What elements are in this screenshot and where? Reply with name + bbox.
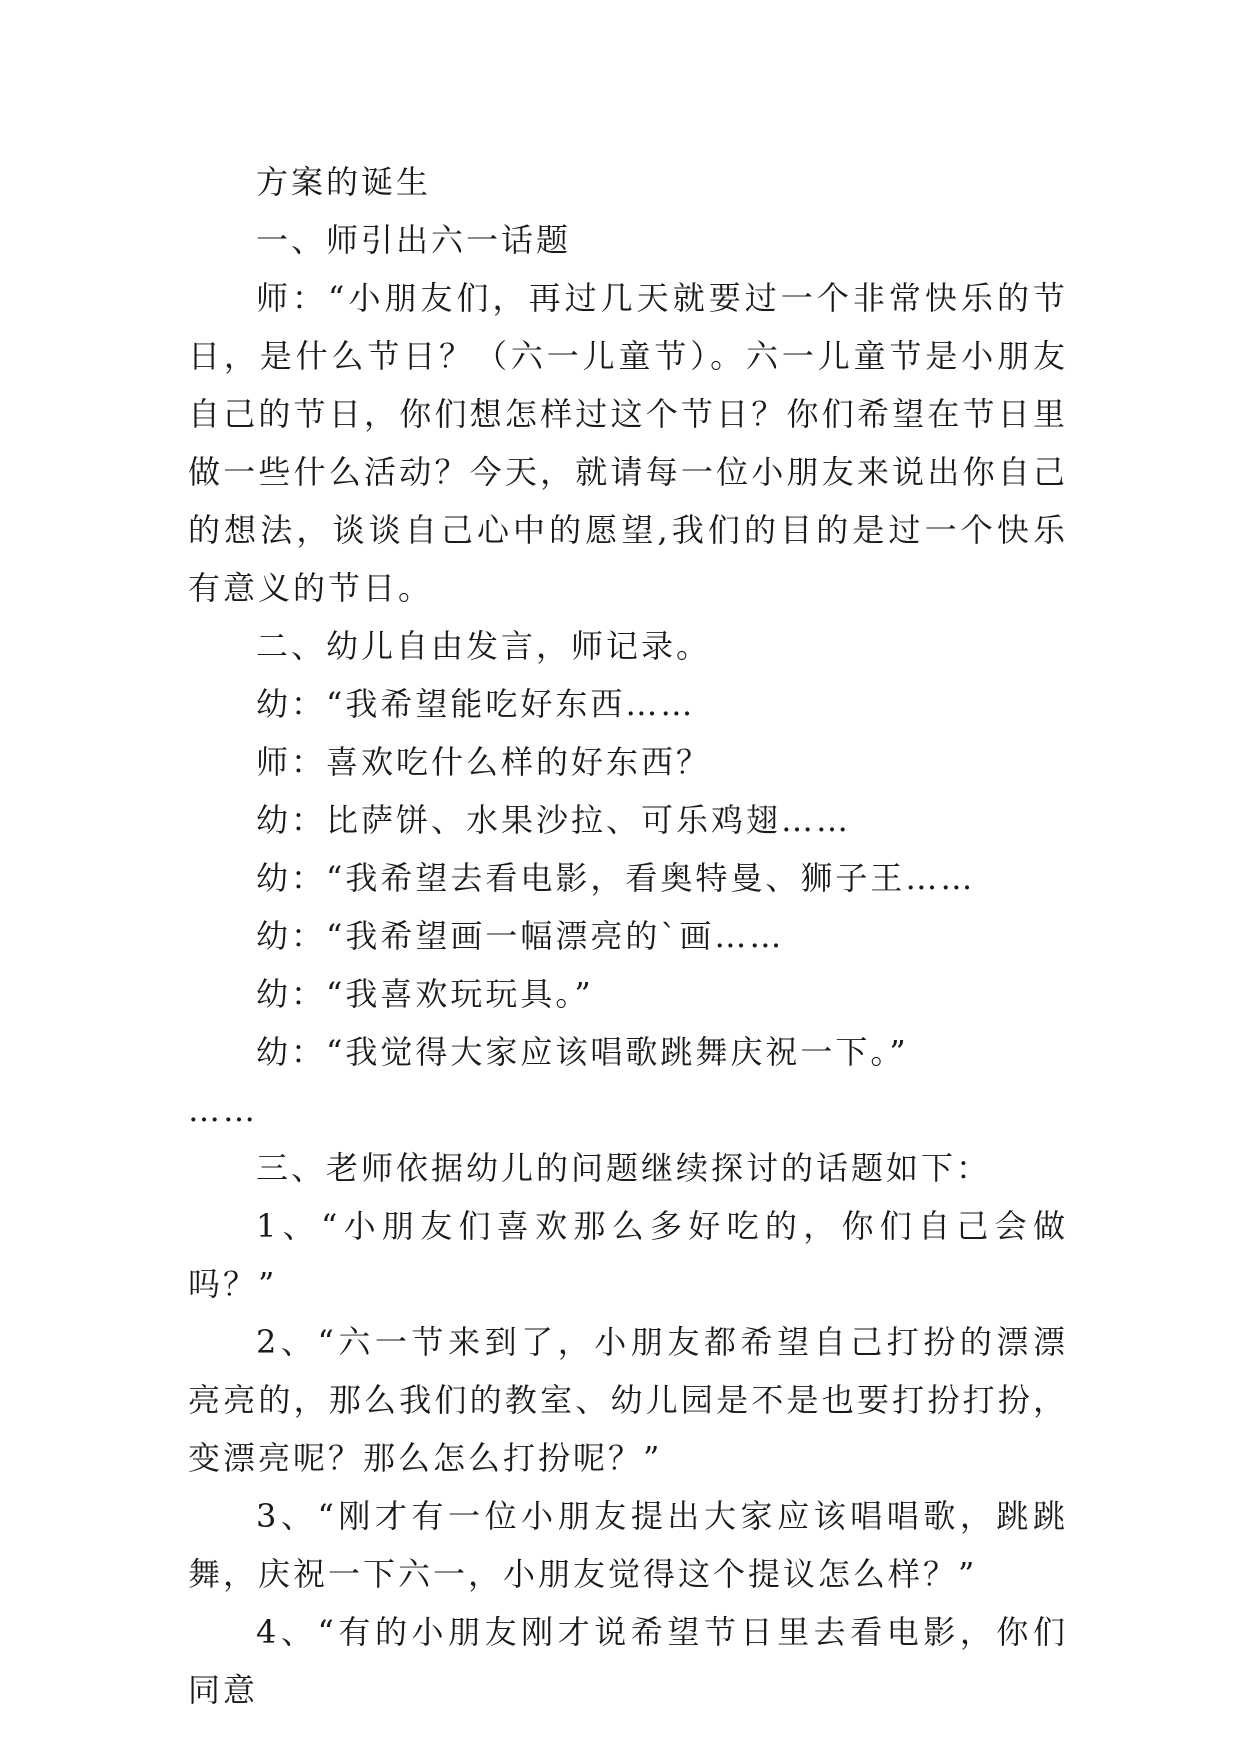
document-body bbox=[188, 153, 1068, 1719]
paragraph-title: 方案的诞生 bbox=[256, 163, 432, 201]
paragraph-child-4: 幼：“我希望画一幅漂亮的`画…… bbox=[256, 917, 785, 955]
paragraph-topic-2: 2、“六一节来到了，小朋友都希望自己打扮的漂漂亮亮的，那么我们的教室、幼儿园是不是也要打扮打扮，变漂亮呢？那么怎么打扮呢？” bbox=[188, 1323, 1068, 1477]
paragraph-child-3: 幼：“我希望去看电影，看奥特曼、狮子王…… bbox=[256, 859, 976, 897]
paragraph-teacher-intro: 师：“小朋友们，再过几天就要过一个非常快乐的节日，是什么节日？（六一儿童节）。六一儿童节是小朋友自己的节日，你们想怎样过这个节日？你们希望在节日里做一些什么活动？今天，就请每一位小朋友来说出你自己的想法，谈谈自己心中的愿望,我们的目的是过一个快乐有意义的节日。 bbox=[188, 279, 1068, 607]
paragraph-section-1-heading: 一、师引出六一话题 bbox=[256, 221, 572, 259]
paragraph-topic-3: 3、“刚才有一位小朋友提出大家应该唱唱歌，跳跳舞，庆祝一下六一，小朋友觉得这个提议怎么样？” bbox=[188, 1497, 1068, 1593]
paragraph-child-6: 幼：“我觉得大家应该唱歌跳舞庆祝一下。” bbox=[256, 1033, 909, 1071]
paragraph-topic-1: 1、“小朋友们喜欢那么多好吃的，你们自己会做吗？” bbox=[188, 1207, 1068, 1303]
paragraph-child-1: 幼：“我希望能吃好东西…… bbox=[256, 685, 696, 723]
paragraph-topic-4: 4、“有的小朋友刚才说希望节日里去看电影，你们同意 bbox=[188, 1613, 1068, 1709]
paragraph-teacher-question: 师：喜欢吃什么样的好东西？ bbox=[256, 743, 712, 781]
paragraph-child-5: 幼：“我喜欢玩玩具。” bbox=[256, 975, 594, 1013]
paragraph-child-2: 幼：比萨饼、水果沙拉、可乐鸡翅…… bbox=[256, 801, 852, 839]
paragraph-ellipsis: …… bbox=[188, 1091, 258, 1129]
paragraph-section-3-heading: 三、老师依据幼儿的问题继续探讨的话题如下： bbox=[256, 1149, 992, 1187]
paragraph-section-2-heading: 二、幼儿自由发言，师记录。 bbox=[256, 627, 712, 665]
